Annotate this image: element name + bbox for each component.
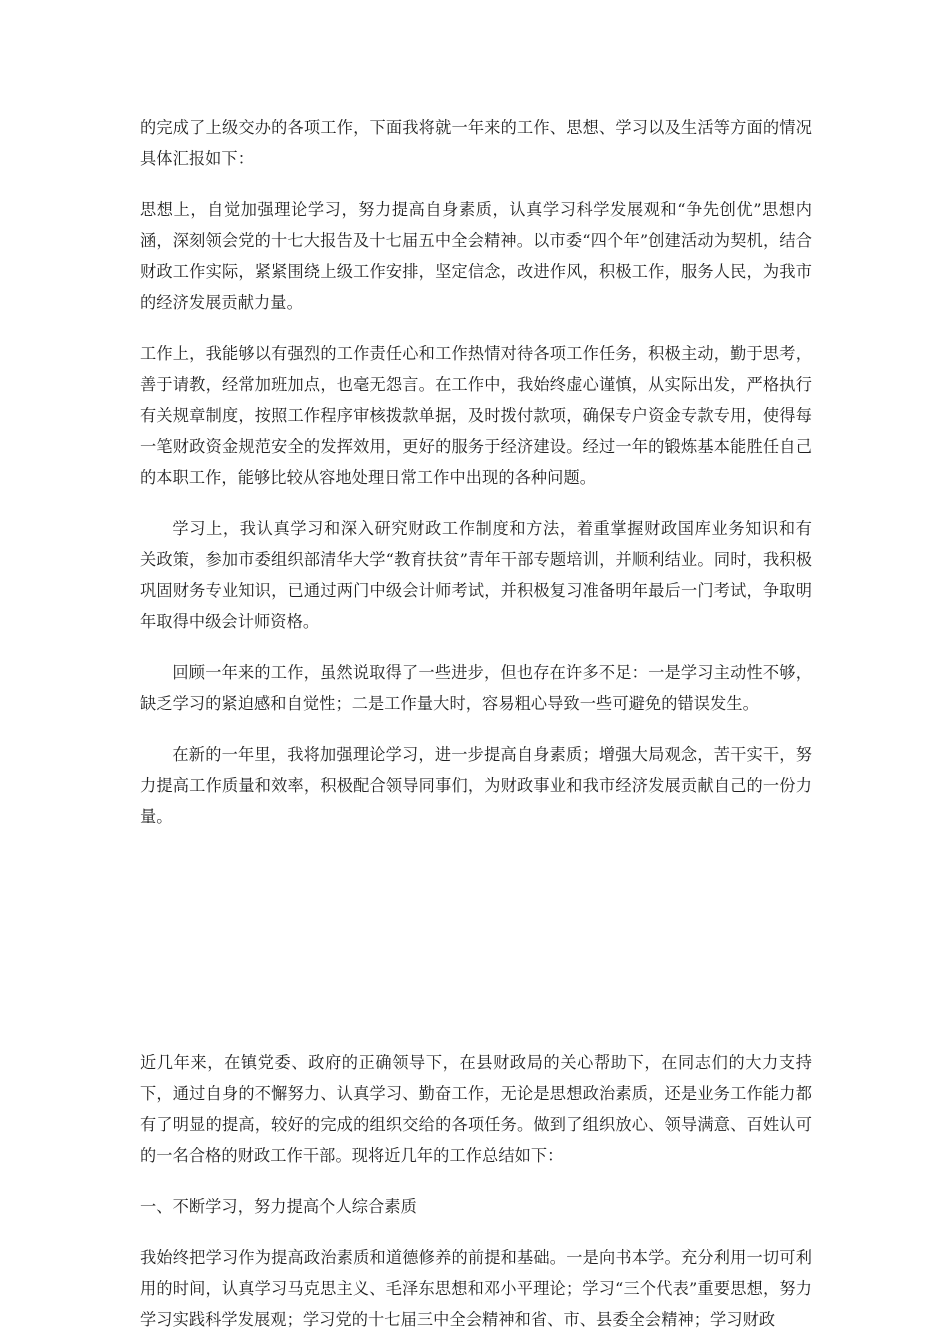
document-section-two	[140, 1047, 812, 1335]
paragraph-4: 学习上，我认真学习和深入研究财政工作制度和方法，着重掌握财政国库业务知识和有 关政策，参加市委组织部清华大学“教育扶贫”青年干部专题培训，并顺利结业。同时，我积极巩固财务专业知识，已通过两门中级会计师考试，并积极复习准备明年最后一门考试，争取明年取得中级会计师资格。	[140, 519, 812, 631]
document-text-column	[140, 112, 812, 1335]
section-two-body-paragraph: 我始终把学习作为提高政治素质和道德修养的前提和基础。一是向书本学。充分利用一切可利用的时间，认真学习马克思主义、毛泽东思想和邓小平理论；学习“三个代表”重要思想，努力学习实践科学发展观；学习党的十七届三中全会精神和省、市、县委全会精神；学习财政	[140, 1248, 812, 1329]
section-two-intro-paragraph: 近几年来，在镇党委、政府的正确领导下，在县财政局的关心帮助下，在同志们的大力支持下，通过自身的不懈努力、认真学习、勤奋工作，无论是思想政治素质，还是业务工作能力都有了明显的提高，较好的完成的组织交给的各项任务。做到了组织放心、领导满意、百姓认可的一名合格的财政工作干部。现将近几年的工作总结如下：	[140, 1053, 812, 1165]
paragraph-5: 回顾一年来的工作，虽然说取得了一些进步，但也存在许多不足：一是学习主动性不够，缺乏学习的紧迫感和自觉性；二是工作量大时，容易粗心导致一些可避免的错误发生。	[140, 663, 812, 713]
paragraph-2: 思想上，自觉加强理论学习，努力提高自身素质，认真学习科学发展观和“争先创优”思想内涵，深刻领会党的十七大报告及十七届五中全会精神。以市委“四个年”创建活动为契机，结合财政工作实际，紧紧围绕上级工作安排，坚定信念，改进作风，积极工作，服务人民，为我市的经济发展贡献力量。	[140, 200, 812, 312]
document-section-one	[140, 112, 812, 832]
paragraph-3: 工作上，我能够以有强烈的工作责任心和工作热情对待各项工作任务，积极主动，勤于思考，善于请教，经常加班加点，也毫无怨言。在工作中，我始终虚心谨慎，从实际出发，严格执行有关规章制度，按照工作程序审核拨款单据，及时拨付款项，确保专户资金专款专用，使得每一笔财政资金规范安全的发挥效用，更好的服务于经济建设。经过一年的锻炼基本能胜任自己的本职工作，能够比较从容地处理日常工作中出现的各种问题。	[140, 344, 812, 487]
paragraph-6: 在新的一年里，我将加强理论学习，进一步提高自身素质；增强大局观念，苦干实干，努力提高工作质量和效率，积极配合领导同事们，为财政事业和我市经济发展贡献自己的一份力量。	[140, 745, 812, 826]
paragraph-1: 的完成了上级交办的各项工作，下面我将就一年来的工作、思想、学习以及生活等方面的情况具体汇报如下：	[140, 118, 812, 168]
section-separator-gap	[140, 832, 812, 1047]
section-two-heading: 一、不断学习，努力提高个人综合素质	[140, 1197, 417, 1216]
